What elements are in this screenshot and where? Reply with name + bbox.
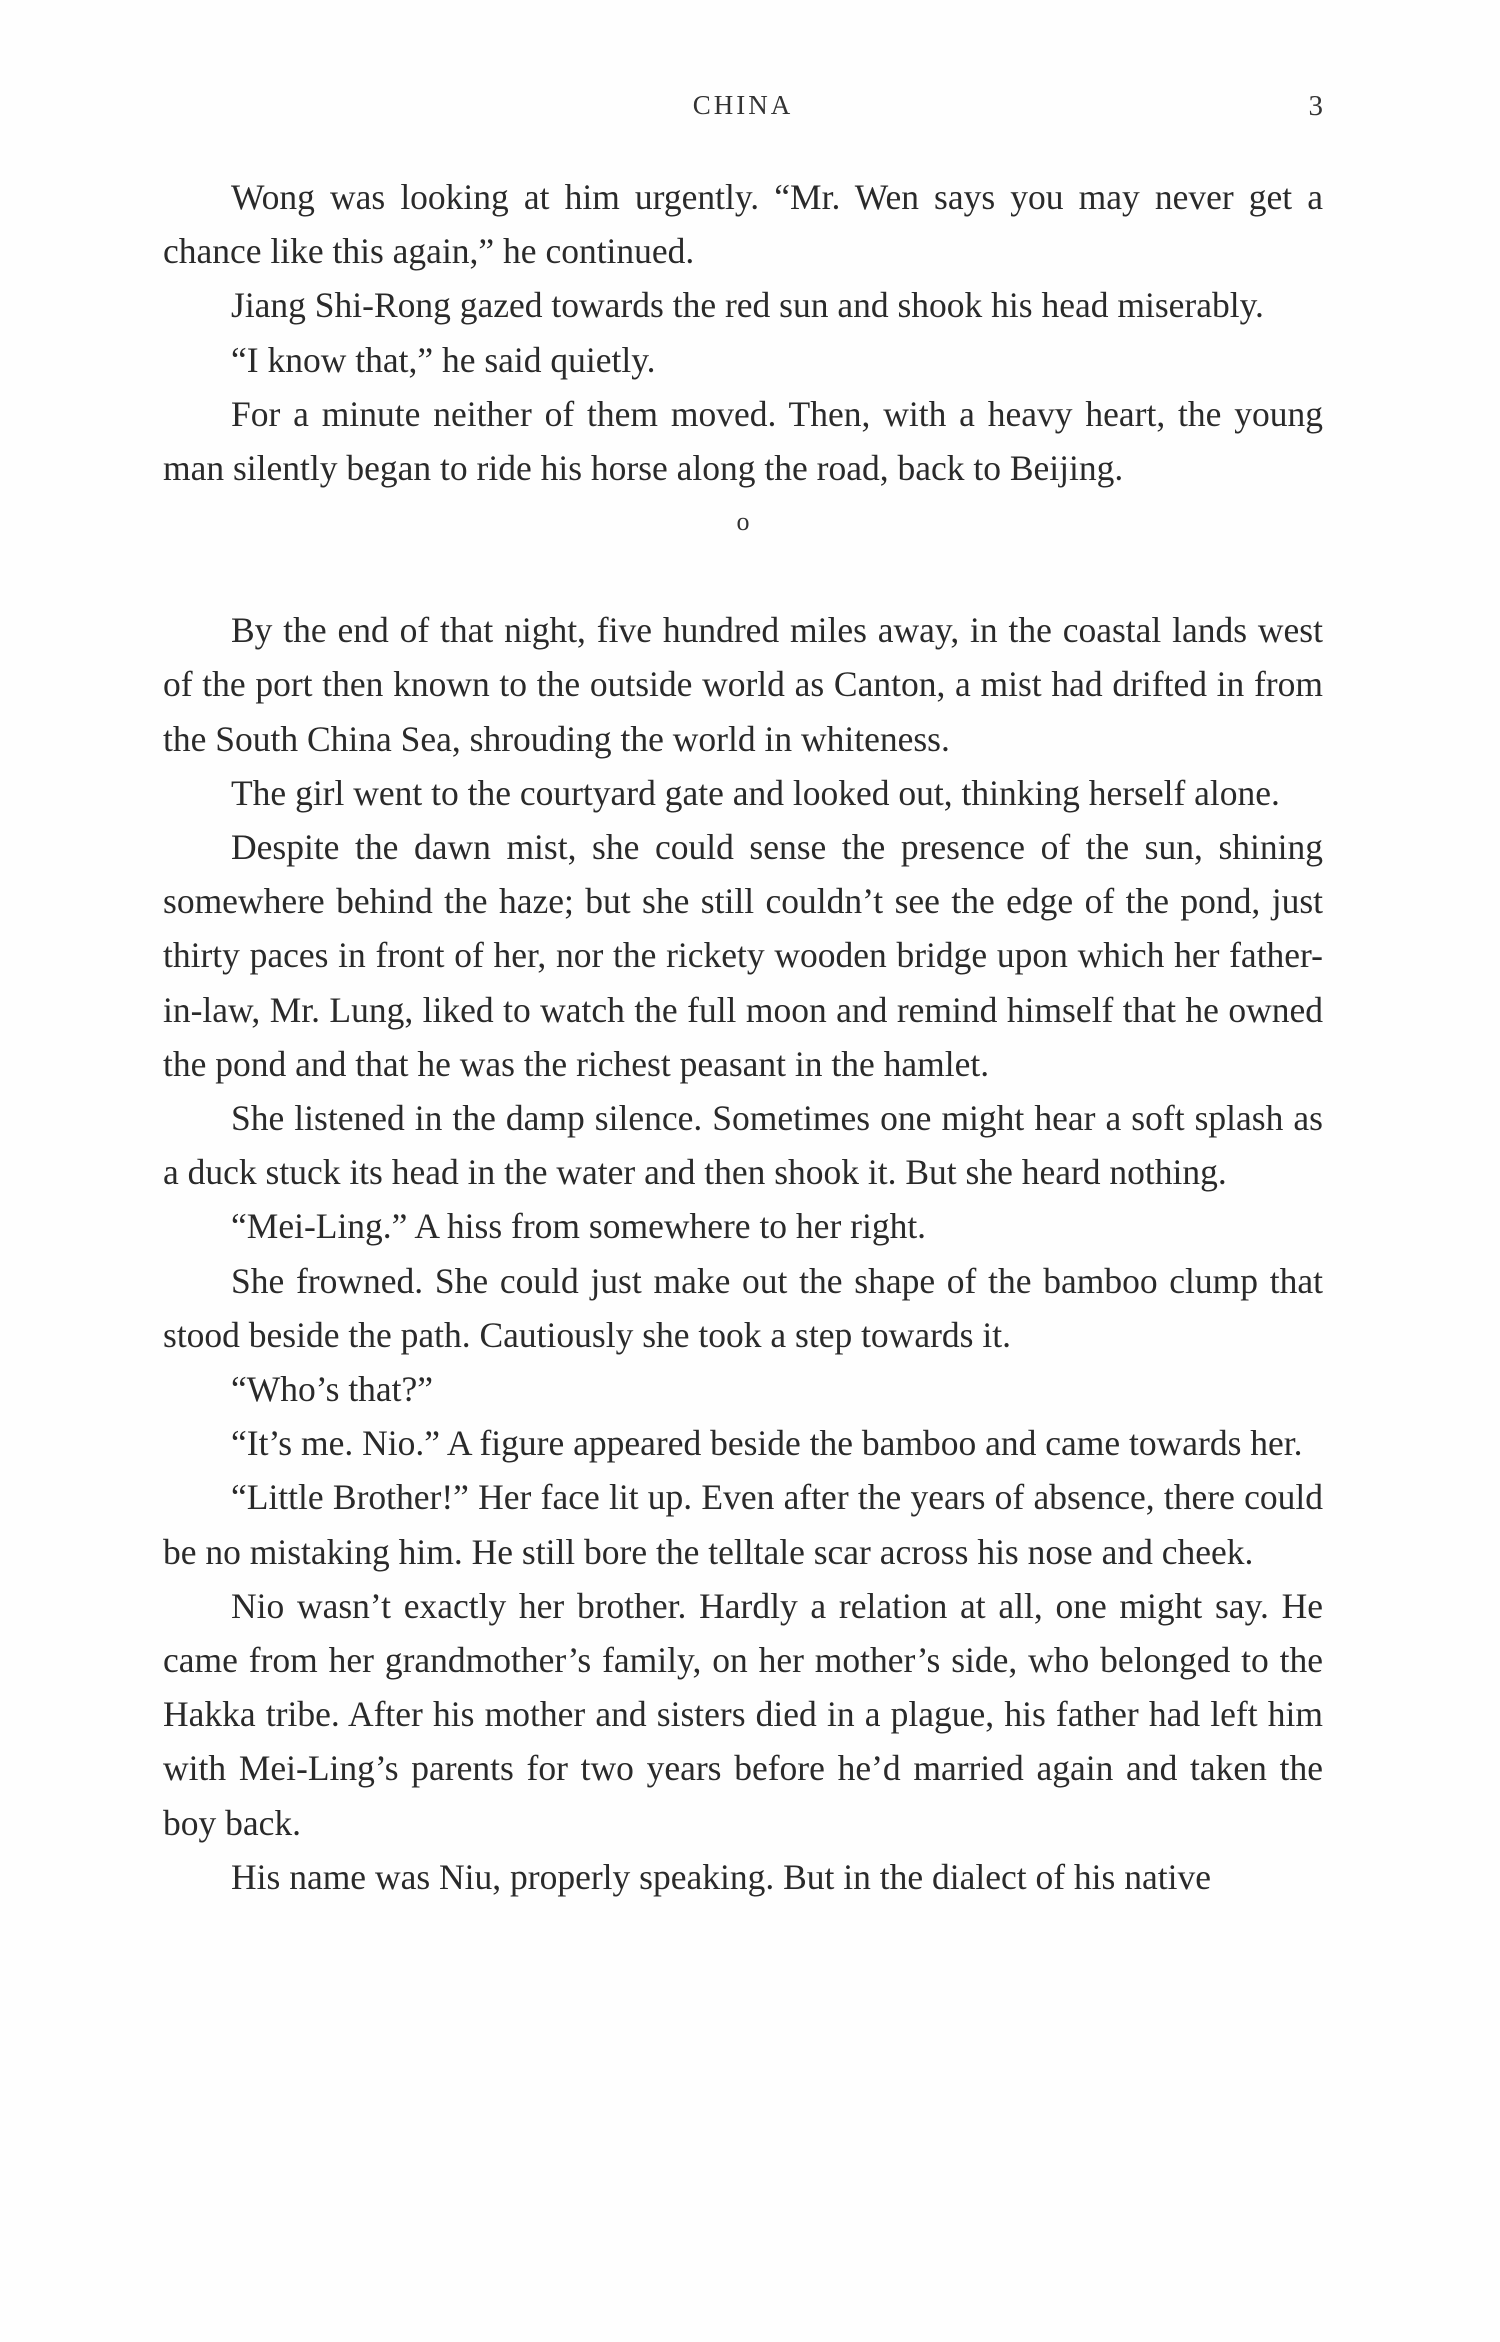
running-head [163,90,1323,134]
paragraph: By the end of that night, five hundred miles away, in the coastal lands west of the port then known to the outside world as Canton, a mist had drifted in from the South China Sea, shrouding the world in whiteness. [163,610,1323,759]
paragraph: “Little Brother!” Her face lit up. Even after the years of absence, there could be no mistaking him. He still bore the telltale scar across his nose and cheek. [163,1477,1323,1572]
paragraph: Despite the dawn mist, she could sense the presence of the sun, shining somewhere behind the haze; but she still couldn’t see the edge of the pond, just thirty paces in front of her, nor the rickety wooden bridge upon which her father-in-law, Mr. Lung, liked to watch the full moon and remind himself that he owned the pond and that he was the richest peasant in the hamlet. [163,827,1323,1084]
paragraph: “It’s me. Nio.” A figure appeared beside the bamboo and came towards her. [231,1423,1303,1464]
running-title: CHINA [692,90,794,120]
paragraph: She listened in the damp silence. Sometimes one might hear a soft splash as a duck stuck its head in the water and then shook it. But she heard nothing. [163,1098,1323,1193]
page-number: 3 [1308,90,1323,122]
paragraph: Jiang Shi-Rong gazed towards the red sun and shook his head miserably. [231,285,1264,326]
paragraph: The girl went to the courtyard gate and looked out, thinking herself alone. [231,772,1280,813]
paragraph: “Mei-Ling.” A hiss from somewhere to her right. [231,1206,927,1247]
paragraph: She frowned. She could just make out the shape of the bamboo clump that stood beside the path. Cautiously she took a step towards it. [163,1260,1323,1355]
body-text [163,170,1323,1904]
paragraph: His name was Niu, properly speaking. But in the dialect of his native [231,1856,1211,1897]
section-break: o [736,507,750,537]
paragraph: Nio wasn’t exactly her brother. Hardly a relation at all, one might say. He came from her grandmother’s family, on her mother’s side, who belonged to the Hakka tribe. After his mother and sisters died in a plague, his father had left him with Mei-Ling’s parents for two years before he’d married again and taken the boy back. [163,1585,1323,1843]
paragraph: “I know that,” he said quietly. [231,339,656,380]
paragraph: Wong was looking at him urgently. “Mr. Wen says you may never get a chance like this again,” he continued. [163,177,1323,272]
paragraph: For a minute neither of them moved. Then, with a heavy heart, the young man silently began to ride his horse along the road, back to Beijing. [163,393,1323,489]
paragraph: “Who’s that?” [231,1369,434,1410]
